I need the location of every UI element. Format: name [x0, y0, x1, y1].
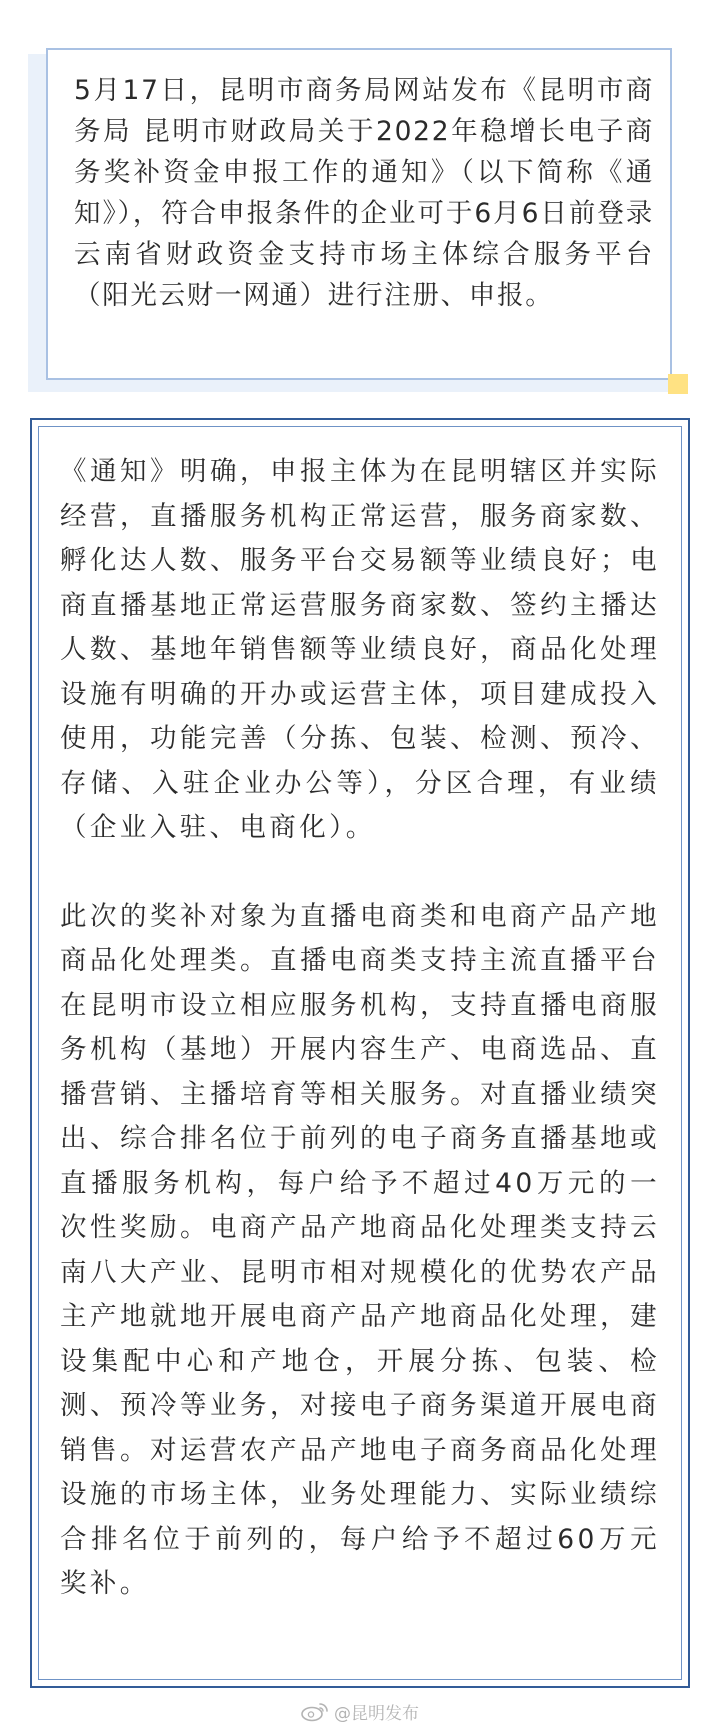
paragraph-subsidy: 此次的奖补对象为直播电商类和电商产品产地商品化处理类。直播电商类支持主流直播平台在昆明市设立相应服务机构，支持直播电商服务机构（基地）开展内容生产、电商选品、直播营销、主播培育等相关服务。对直播业绩突出、综合排名位于前列的电子商务直播基地或直播服务机构，每户给予不超过40万元的一次性奖励。电商产品产地商品化处理类支持云南八大产业、昆明市相对规模化的优势农产品主产地就地开展电商产品产地商品化处理，建设集配中心和产地仓，开展分拣、包装、检测、预冷等业务，对接电子商务渠道开展电商销售。对运营农产品产地电子商务商品化处理设施的市场主体，业务处理能力、实际业绩综合排名位于前列的，每户给予不超过60万元奖补。: [60, 900, 660, 1599]
paragraph-applicants: 《通知》明确，申报主体为在昆明辖区并实际经营，直播服务机构正常运营，服务商家数、孵化达人数、服务平台交易额等业绩良好；电商直播基地正常运营服务商家数、签约主播达人数、基地年销售额等业绩良好，商品化处理设施有明确的开办或运营主体，项目建成投入使用，功能完善（分拣、包装、检测、预冷、存储、入驻企业办公等），分区合理，有业绩（企业入驻、电商化）。: [60, 456, 660, 843]
watermark-text: @昆明发布: [334, 1703, 419, 1724]
weibo-icon: [300, 1700, 330, 1722]
main-content: [60, 450, 660, 1607]
watermark: [300, 1698, 419, 1724]
intro-text: 5月17日，昆明市商务局网站发布《昆明市商务局 昆明市财政局关于2022年稳增长电子商务奖补资金申报工作的通知》（以下简称《通知》），符合申报条件的企业可于6月6日前登录云南省财政资金支持市场主体综合服务平台（阳光云财一网通）进行注册、申报。: [74, 75, 654, 311]
intro-box-accent: [668, 374, 688, 394]
